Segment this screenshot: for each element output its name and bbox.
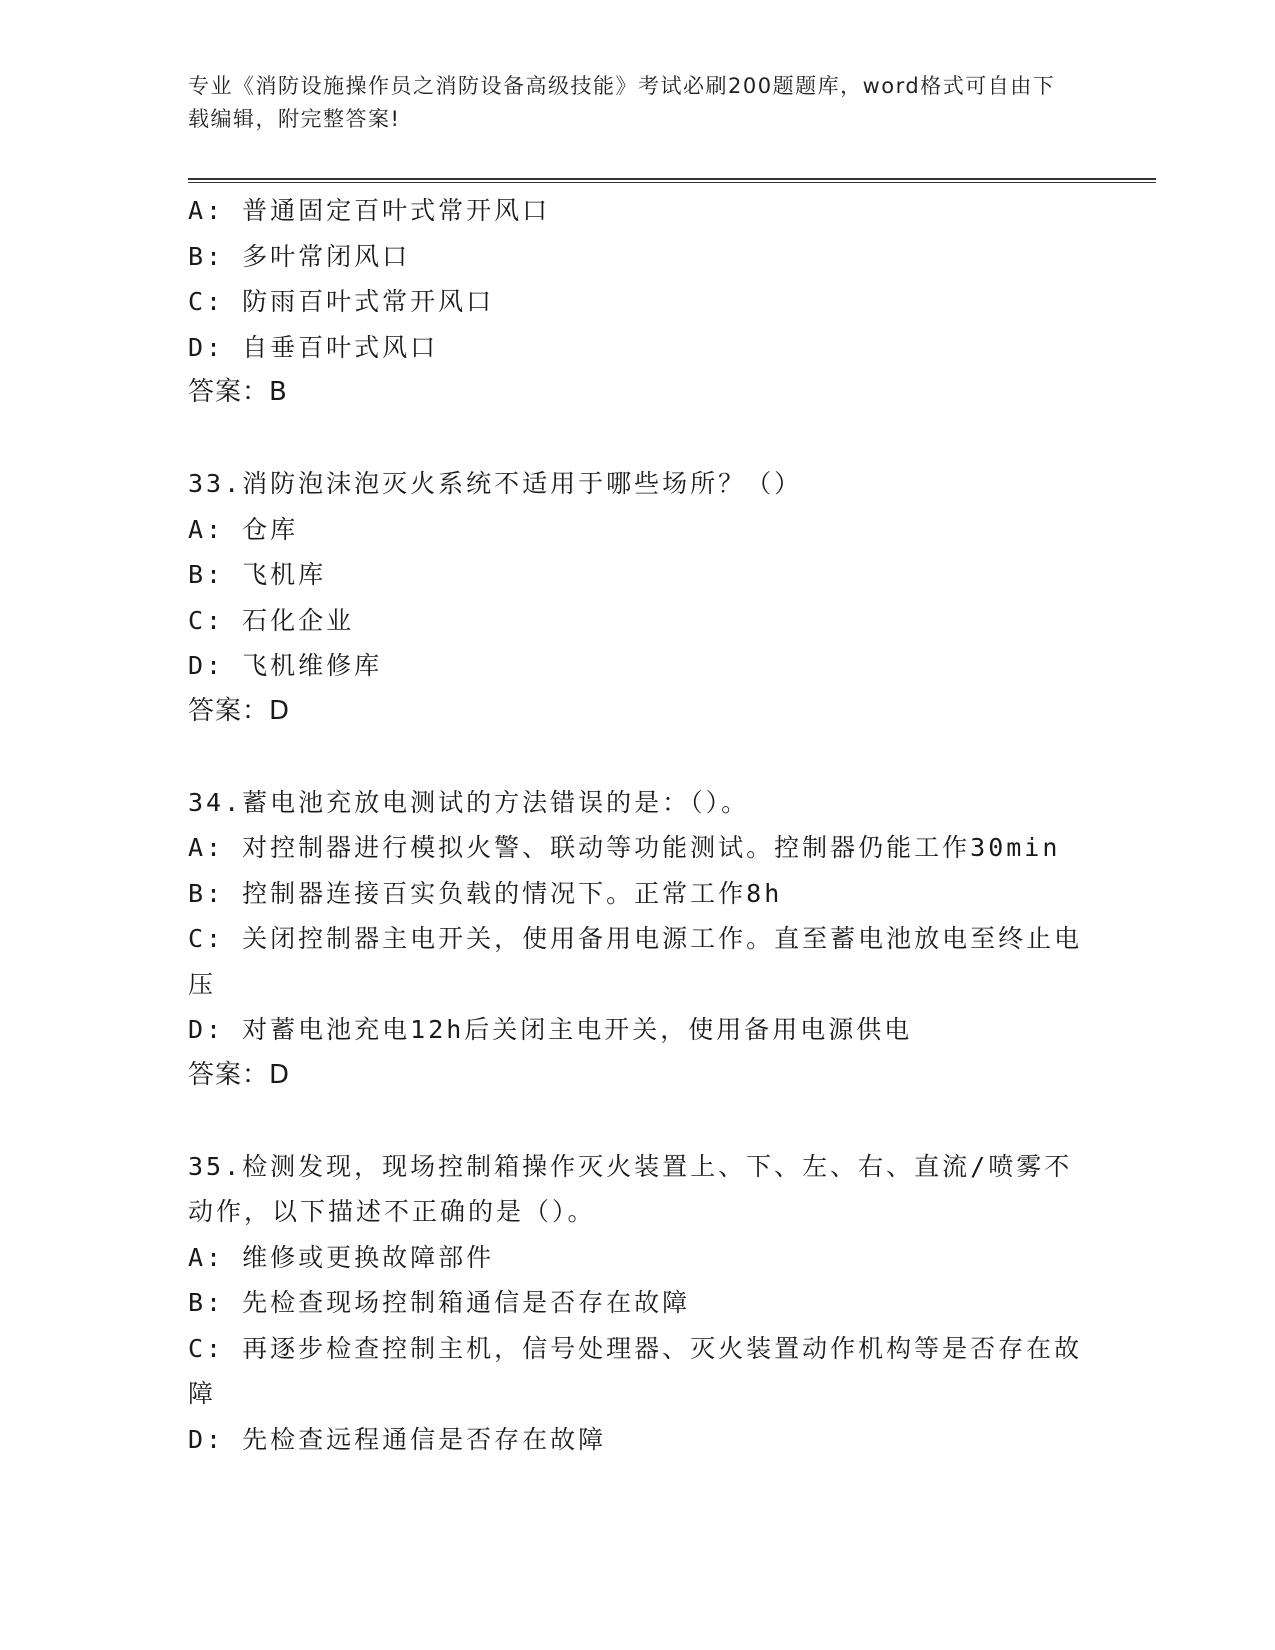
question-33 — [188, 461, 1088, 734]
option-d: D: 自垂百叶式风口 — [188, 332, 439, 362]
answer: 答案：B — [188, 377, 288, 407]
question-35 — [188, 1144, 1088, 1463]
option-b: B: 控制器连接百实负载的情况下。正常工作8h — [188, 878, 783, 908]
question-content — [188, 188, 1088, 1462]
option-b: B: 多叶常闭风口 — [188, 241, 411, 271]
option-c: C: 石化企业 — [188, 605, 355, 635]
question-32 — [188, 188, 1088, 416]
option-c: C: 关闭控制器主电开关，使用备用电源工作。直至蓄电池放电至终止电压 — [188, 924, 1083, 999]
document-header: 专业《消防设施操作员之消防设备高级技能》考试必刷200题题库，word格式可自由下载编辑，附完整答案! — [188, 74, 1056, 131]
header-divider — [188, 178, 1156, 183]
option-a: A: 仓库 — [188, 514, 299, 544]
question-text: 33.消防泡沫泡灭火系统不适用于哪些场所？（） — [188, 469, 803, 498]
option-d: D: 飞机维修库 — [188, 651, 383, 680]
option-c: C: 防雨百叶式常开风口 — [188, 287, 495, 316]
option-c: C: 再逐步检查控制主机，信号处理器、灭火装置动作机构等是否存在故障 — [188, 1333, 1083, 1408]
option-d: D: 先检查远程通信是否存在故障 — [188, 1424, 607, 1454]
question-text: 35.检测发现，现场控制箱操作灭火装置上、下、左、右、直流/喷雾不动作，以下描述不正确的是（）。 — [188, 1151, 1073, 1226]
option-b: B: 飞机库 — [188, 560, 327, 589]
option-a: A: 对控制器进行模拟火警、联动等功能测试。控制器仍能工作30min — [188, 833, 1061, 862]
spacer — [188, 734, 1088, 780]
question-text: 34.蓄电池充放电测试的方法错误的是：（）。 — [188, 787, 750, 817]
question-34 — [188, 780, 1088, 1099]
option-b: B: 先检查现场控制箱通信是否存在故障 — [188, 1288, 691, 1317]
option-d: D: 对蓄电池充电12h后关闭主电开关，使用备用电源供电 — [188, 1015, 913, 1044]
answer: 答案：D — [188, 1059, 291, 1090]
option-a: A: 普通固定百叶式常开风口 — [188, 196, 551, 225]
answer: 答案：D — [188, 695, 291, 726]
option-a: A: 维修或更换故障部件 — [188, 1242, 495, 1272]
spacer — [188, 1098, 1088, 1144]
spacer — [188, 416, 1088, 462]
